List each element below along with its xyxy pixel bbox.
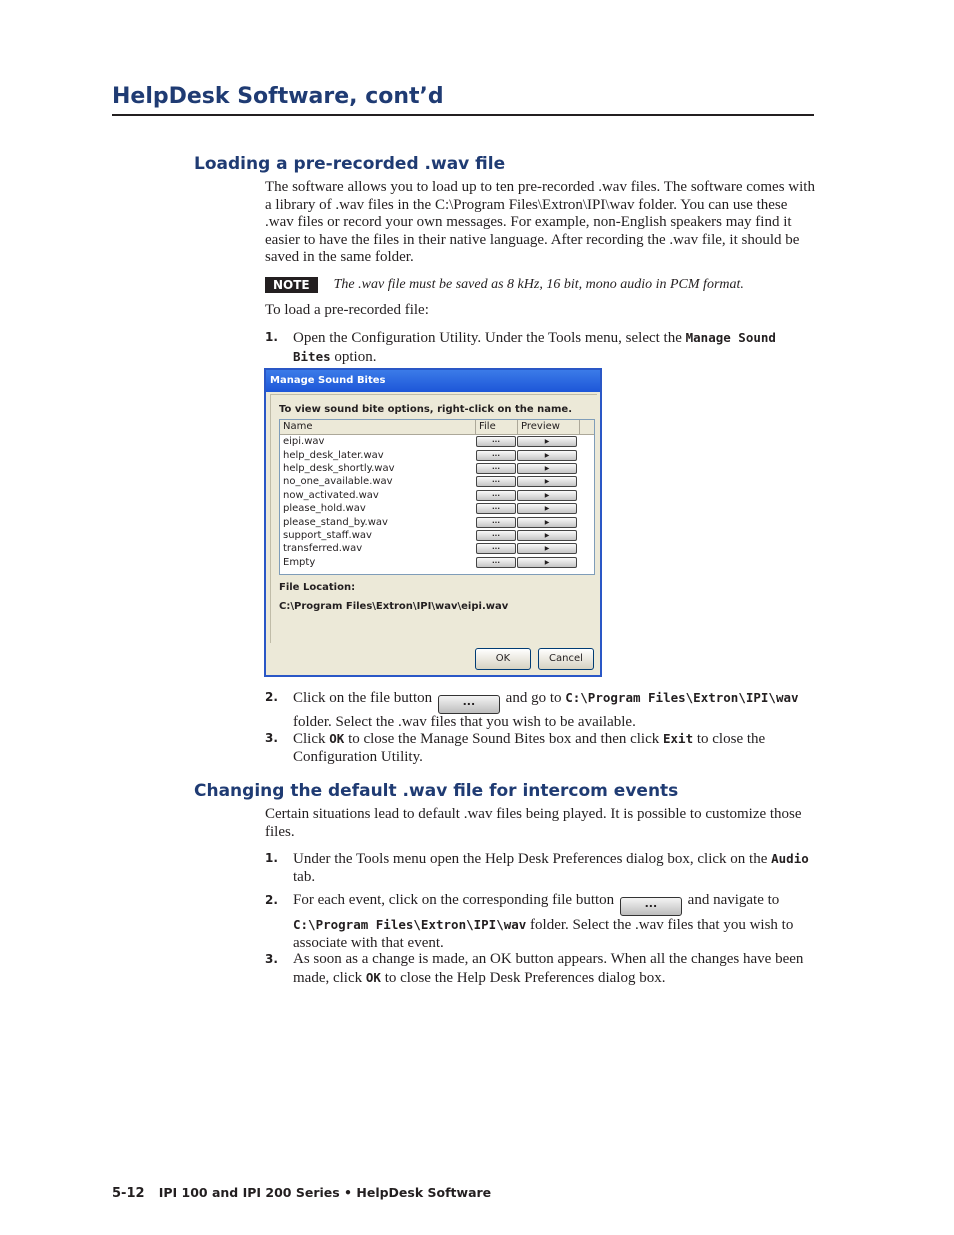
sound-bite-list xyxy=(279,419,595,575)
file-browse-button[interactable]: ... xyxy=(476,490,516,501)
list-header xyxy=(280,420,594,435)
step-text-part: and go to xyxy=(501,690,566,706)
step-number: 3. xyxy=(265,952,278,966)
file-browse-button[interactable]: ... xyxy=(476,503,516,514)
folder-path: C:\Program Files\Extron\IPI\wav xyxy=(293,917,527,932)
step-text-part: Open the Configuration Utility. Under the Tools menu, select the xyxy=(293,330,686,346)
column-header-preview[interactable]: Preview xyxy=(518,420,580,434)
step-text-part: For each event, click on the corresponding file button xyxy=(293,892,618,908)
step-text xyxy=(293,892,817,952)
step-text-part: Click on the file button xyxy=(293,690,436,706)
file-browse-button[interactable]: ... xyxy=(476,450,516,461)
table-row[interactable] xyxy=(280,556,594,569)
file-browse-button[interactable]: ... xyxy=(476,557,516,568)
column-header-file[interactable]: File xyxy=(476,420,518,434)
step-text xyxy=(293,689,817,732)
table-row[interactable] xyxy=(280,475,594,488)
column-header-name[interactable]: Name xyxy=(280,420,476,434)
sound-bite-name[interactable]: support_staff.wav xyxy=(283,529,372,541)
step-text xyxy=(293,329,817,366)
step-text-part: tab. xyxy=(293,868,316,885)
s1-step-1 xyxy=(265,329,817,366)
button-ref-exit: Exit xyxy=(663,731,694,746)
file-browse-button[interactable]: ... xyxy=(476,436,516,447)
s2-step-2 xyxy=(265,892,817,952)
file-browse-button[interactable]: ... xyxy=(476,463,516,474)
sound-bite-name[interactable]: now_activated.wav xyxy=(283,489,379,501)
section1-lead: To load a pre-recorded file: xyxy=(265,302,429,318)
dialog-instruction: To view sound bite options, right-click on the name. xyxy=(279,404,572,415)
preview-play-button[interactable]: ▶ xyxy=(517,543,577,554)
file-location-value: C:\Program Files\Extron\IPI\wav\eipi.wav xyxy=(279,601,509,612)
step-text-part: Under the Tools menu open the Help Desk Preferences dialog box, click on the xyxy=(293,851,772,867)
section-heading-loading: Loading a pre-recorded .wav file xyxy=(194,154,506,174)
s2-step-1 xyxy=(265,850,817,886)
step-text-part: folder. Select the .wav files that you wish to be available. xyxy=(293,714,636,730)
dialog-titlebar: Manage Sound Bites xyxy=(266,370,600,392)
file-browse-button[interactable]: ... xyxy=(476,476,516,487)
s1-step-3 xyxy=(265,730,817,766)
sound-bite-name[interactable]: please_hold.wav xyxy=(283,503,366,515)
list-rows xyxy=(280,435,594,569)
page-footer xyxy=(112,1185,491,1201)
tab-ref-audio: Audio xyxy=(771,851,809,866)
table-row[interactable] xyxy=(280,489,594,502)
table-row[interactable] xyxy=(280,448,594,461)
sound-bite-name[interactable]: eipi.wav xyxy=(283,436,325,448)
file-browse-button[interactable]: ... xyxy=(476,530,516,541)
step-text-part: to close the Help Desk Preferences dialog box. xyxy=(380,969,666,986)
page-title: HelpDesk Software, cont’d xyxy=(112,84,444,109)
sound-bite-name[interactable]: please_stand_by.wav xyxy=(283,516,388,528)
preview-play-button[interactable]: ▶ xyxy=(517,476,577,487)
manage-sound-bites-dialog xyxy=(264,368,602,677)
step-text-part: option. xyxy=(330,348,377,365)
preview-play-button[interactable]: ▶ xyxy=(517,490,577,501)
table-row[interactable] xyxy=(280,542,594,555)
sound-bite-name[interactable]: Empty xyxy=(283,556,316,568)
sound-bite-name[interactable]: transferred.wav xyxy=(283,543,363,555)
section1-intro: The software allows you to load up to ten pre-recorded .wav files. The software comes with a library of .wav files in the C:\Program Files\Extron\IPI\wav folder. You can use these .wav files or record your own messages. For example, non-English speakers may find it easier to have the files in their native language. After recording the .wav file, it should be saved in the same folder. xyxy=(265,179,815,266)
sound-bite-name[interactable]: no_one_available.wav xyxy=(283,476,393,488)
step-number: 3. xyxy=(265,731,278,745)
preview-play-button[interactable]: ▶ xyxy=(517,517,577,528)
button-ref-ok: OK xyxy=(329,731,345,746)
menu-item-ref: Manage Sound Bites xyxy=(293,330,776,364)
step-text xyxy=(293,951,817,987)
dialog-panel xyxy=(270,394,597,643)
table-row[interactable] xyxy=(280,462,594,475)
folder-path: C:\Program Files\Extron\IPI\wav xyxy=(565,690,799,705)
step-text-part: to close the Manage Sound Bites box and then click xyxy=(344,731,663,747)
table-row[interactable] xyxy=(280,529,594,542)
step-number: 1. xyxy=(265,330,278,344)
step-text-part: and navigate to xyxy=(683,892,780,908)
file-browse-button[interactable]: ... xyxy=(476,517,516,528)
step-number: 2. xyxy=(265,690,278,704)
section-heading-changing: Changing the default .wav file for intercom events xyxy=(194,781,679,801)
note xyxy=(265,277,817,293)
page-number: 5-12 xyxy=(112,1186,145,1201)
preview-play-button[interactable]: ▶ xyxy=(517,503,577,514)
title-rule xyxy=(112,114,814,116)
file-button-icon: ... xyxy=(438,695,500,714)
file-location-label: File Location: xyxy=(279,582,356,593)
sound-bite-name[interactable]: help_desk_later.wav xyxy=(283,449,384,461)
ok-button[interactable]: OK xyxy=(475,648,531,670)
preview-play-button[interactable]: ▶ xyxy=(517,450,577,461)
step-text-part: to close the Configuration Utility. xyxy=(293,731,766,765)
preview-play-button[interactable]: ▶ xyxy=(517,436,577,447)
button-ref-ok: OK xyxy=(365,969,381,985)
step-text xyxy=(293,730,817,766)
step-number: 1. xyxy=(265,851,278,865)
preview-play-button[interactable]: ▶ xyxy=(517,557,577,568)
step-text-part: As soon as a change is made, an OK button appears. When all the changes have been made, click xyxy=(293,951,804,986)
footer-text: IPI 100 and IPI 200 Series • HelpDesk Software xyxy=(158,1185,492,1200)
step-text xyxy=(293,850,817,886)
step-text-part: folder. Select the .wav files that you wish to associate with that event. xyxy=(293,917,794,951)
s1-step-2 xyxy=(265,689,817,732)
step-number: 2. xyxy=(265,893,278,907)
preview-play-button[interactable]: ▶ xyxy=(517,530,577,541)
table-row[interactable] xyxy=(280,502,594,515)
s2-step-3 xyxy=(265,951,817,987)
sound-bite-name[interactable]: help_desk_shortly.wav xyxy=(283,462,395,474)
step-text-part: Click xyxy=(293,731,330,747)
file-browse-button[interactable]: ... xyxy=(476,543,516,554)
note-text: The .wav file must be saved as 8 kHz, 16 bit, mono audio in PCM format. xyxy=(333,277,744,292)
note-badge: NOTE xyxy=(265,277,318,293)
table-row[interactable] xyxy=(280,435,594,448)
file-button-icon: ... xyxy=(620,897,682,916)
table-row[interactable] xyxy=(280,515,594,528)
cancel-button[interactable]: Cancel xyxy=(538,648,594,670)
preview-play-button[interactable]: ▶ xyxy=(517,463,577,474)
section2-intro: Certain situations lead to default .wav files being played. It is possible to customize those files. xyxy=(265,806,802,840)
